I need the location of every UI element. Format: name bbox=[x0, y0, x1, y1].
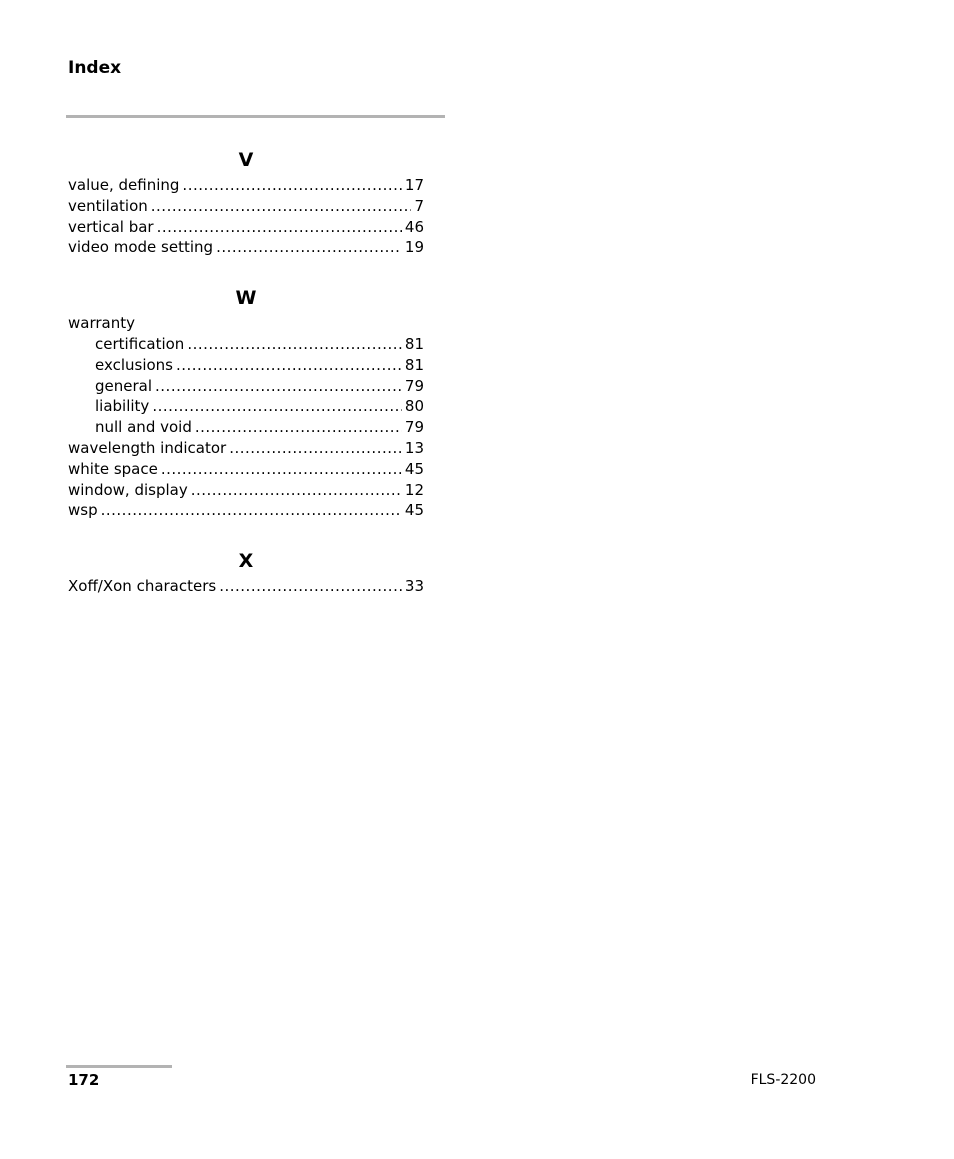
entry-term: exclusions bbox=[95, 355, 173, 374]
product-name: FLS-2200 bbox=[750, 1072, 816, 1088]
entry-term: white space bbox=[68, 459, 158, 478]
index-entry bbox=[68, 459, 424, 480]
entry-term: value, defining bbox=[68, 176, 180, 194]
index-subentry bbox=[68, 396, 424, 417]
footer-divider bbox=[66, 1065, 172, 1068]
entry-term: general bbox=[95, 376, 153, 395]
entry-page: 33 bbox=[404, 577, 424, 596]
entry-page: 80 bbox=[404, 397, 424, 416]
dot-leader bbox=[155, 376, 402, 397]
index-subentry bbox=[68, 334, 424, 355]
entry-page: 12 bbox=[404, 480, 424, 499]
entry-term: ventilation bbox=[68, 196, 148, 215]
dot-leader bbox=[157, 217, 402, 238]
entry-page: 81 bbox=[404, 355, 424, 374]
index-column bbox=[68, 146, 424, 623]
entry-term: video mode setting bbox=[68, 238, 214, 257]
dot-leader bbox=[191, 480, 402, 501]
dot-leader bbox=[229, 438, 402, 459]
dot-leader bbox=[219, 576, 402, 597]
index-entry bbox=[68, 217, 424, 238]
entry-term: wsp bbox=[68, 501, 98, 520]
dot-leader bbox=[182, 175, 401, 196]
entry-term: wavelength indicator bbox=[68, 438, 227, 457]
entry-page: 7 bbox=[414, 196, 424, 215]
entry-page: 19 bbox=[404, 238, 424, 257]
entry-term: certification bbox=[95, 334, 185, 353]
entry-term: window, display bbox=[68, 480, 188, 499]
section-letter: W bbox=[235, 287, 257, 310]
dot-leader bbox=[216, 237, 402, 258]
header-divider bbox=[66, 115, 445, 118]
index-subentry bbox=[68, 417, 424, 438]
index-subentry bbox=[68, 355, 424, 376]
section-letter: V bbox=[238, 149, 254, 171]
index-entry bbox=[68, 438, 424, 459]
entry-page: 79 bbox=[404, 376, 424, 395]
index-entry bbox=[68, 237, 424, 258]
dot-leader bbox=[176, 355, 402, 376]
index-section-v bbox=[68, 146, 424, 258]
entry-page: 46 bbox=[404, 217, 424, 236]
index-entry bbox=[68, 500, 424, 521]
section-letter: X bbox=[238, 550, 254, 573]
index-entry bbox=[68, 480, 424, 501]
entry-term: Xoff/Xon characters bbox=[68, 577, 217, 596]
dot-leader bbox=[101, 500, 402, 521]
entry-term: warranty bbox=[68, 314, 135, 333]
entry-page: 79 bbox=[404, 418, 424, 437]
entry-term: null and void bbox=[95, 418, 192, 437]
entry-page: 13 bbox=[404, 438, 424, 457]
entry-page: 45 bbox=[404, 501, 424, 520]
page-title: Index bbox=[68, 58, 122, 78]
index-entry bbox=[68, 313, 424, 334]
index-entry bbox=[68, 576, 424, 597]
page-number: 172 bbox=[68, 1071, 100, 1089]
index-section-x bbox=[68, 547, 424, 597]
entry-term: liability bbox=[95, 397, 150, 416]
entry-term: vertical bar bbox=[68, 217, 154, 236]
index-subentry bbox=[68, 376, 424, 397]
entry-page: 45 bbox=[404, 459, 424, 478]
index-entry bbox=[68, 175, 424, 196]
dot-leader bbox=[195, 417, 402, 438]
index-section-w bbox=[68, 284, 424, 521]
entry-page: 17 bbox=[404, 176, 424, 194]
index-entry bbox=[68, 196, 424, 217]
dot-leader bbox=[161, 459, 402, 480]
dot-leader bbox=[187, 334, 402, 355]
entry-page: 81 bbox=[404, 334, 424, 353]
dot-leader bbox=[152, 396, 402, 417]
dot-leader bbox=[151, 196, 412, 217]
